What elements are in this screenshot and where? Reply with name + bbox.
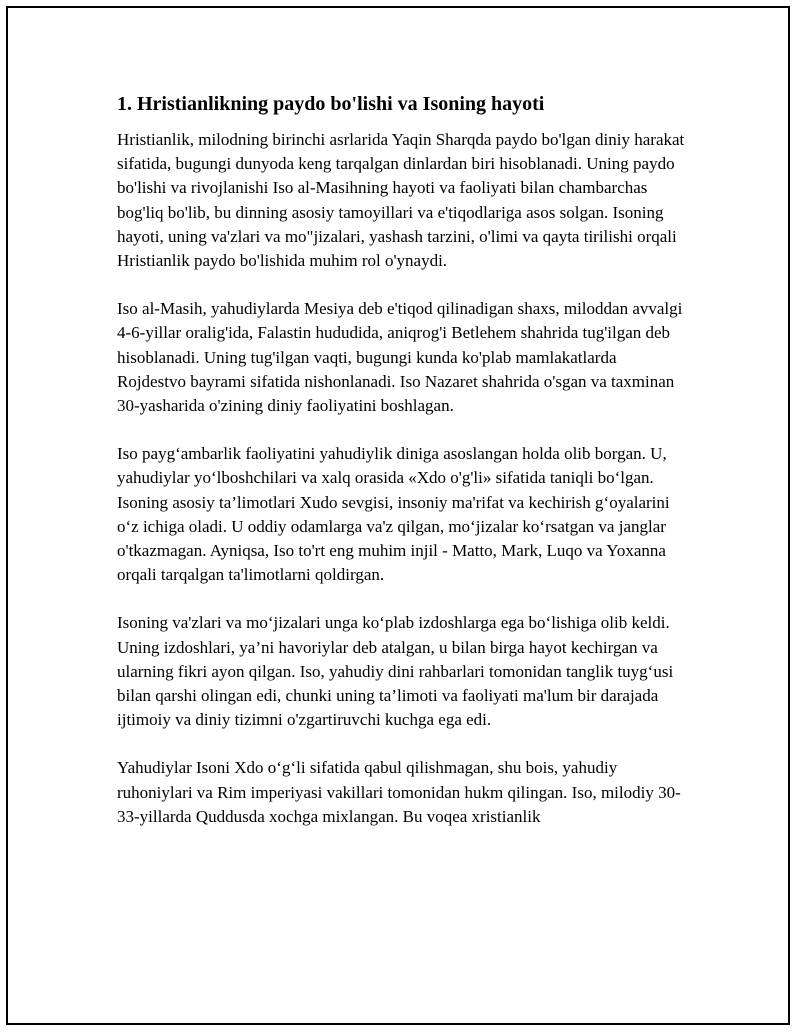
document-body [117,90,685,853]
paragraph-3: Iso payg‘ambarlik faoliyatini yahudiylik diniga asoslangan holda olib borgan. U, yahudiylar yo‘lboshchilari va xalq orasida «Xdo o'g'li» sifatida taniqli bo‘lgan. Isoning asosiy ta’limotlari Xudo sevgisi, insoniy ma'rifat va kechirish g‘oyalarini o‘z ichiga oladi. U oddiy odamlarga va'z qilgan, mo‘jizalar ko‘rsatgan va janglar o'tkazmagan. Ayniqsa, Iso to'rt eng muhim injil - Matto, Mark, Luqo va Yoxanna orqali tarqalgan ta'limotlarni qoldirgan. [117,444,670,585]
paragraph-5: Yahudiylar Isoni Xdo o‘g‘li sifatida qabul qilishmagan, shu bois, yahudiy ruhoniylari va Rim imperiyasi vakillari tomonidan hukm qilingan. Iso, milodiy 30-33-yillarda Quddusda xochga mixlangan. Bu voqea xristianlik [117,758,681,826]
paragraph-2: Iso al-Masih, yahudiylarda Mesiya deb e'tiqod qilinadigan shaxs, miloddan avvalgi 4-6-yillar oralig'ida, Falastin hududida, aniqrog'i Betlehem shahrida tug'ilgan deb hisoblanadi. Uning tug'ilgan vaqti, bugungi kunda ko'plab mamlakatlarda Rojdestvo bayrami sifatida nishonlanadi. Iso Nazaret shahrida o'sgan va taxminan 30-yasharida o'zining diniy faoliyatini boshlagan. [117,299,683,416]
paragraph-4: Isoning va'zlari va mo‘jizalari unga ko‘plab izdoshlarga ega bo‘lishiga olib keldi. Uning izdoshlari, ya’ni havoriylar deb atalgan, u bilan birga hayot kechirgan va ularning fikri ayon qilgan. Iso, yahudiy dini rahbarlari tomonidan tanglik tuyg‘usi bilan qarshi olingan edi, chunki uning ta’limoti va faoliyati ma'lum bir darajada ijtimoiy va diniy tizimni o'zgartiruvchi kuchga ega edi. [117,613,674,730]
paragraph-1: Hristianlik, milodning birinchi asrlarida Yaqin Sharqda paydo bo'lgan diniy harakat sifatida, bugungi dunyoda keng tarqalgan dinlardan biri hisoblanadi. Uning paydo bo'lishi va rivojlanishi Iso al-Masihning hayoti va faoliyati bilan chambarchas bog'liq bo'lib, bu dinning asosiy tamoyillari va e'tiqodlariga asos solgan. Isoning hayoti, uning va'zlari va mo"jizalari, yashash tarzini, o'limi va qayta tirilishi orqali Hristianlik paydo bo'lishida muhim rol o'ynaydi. [117,130,685,271]
section-heading: 1. Hristianlikning paydo bo'lishi va Isoning hayoti [117,93,545,115]
